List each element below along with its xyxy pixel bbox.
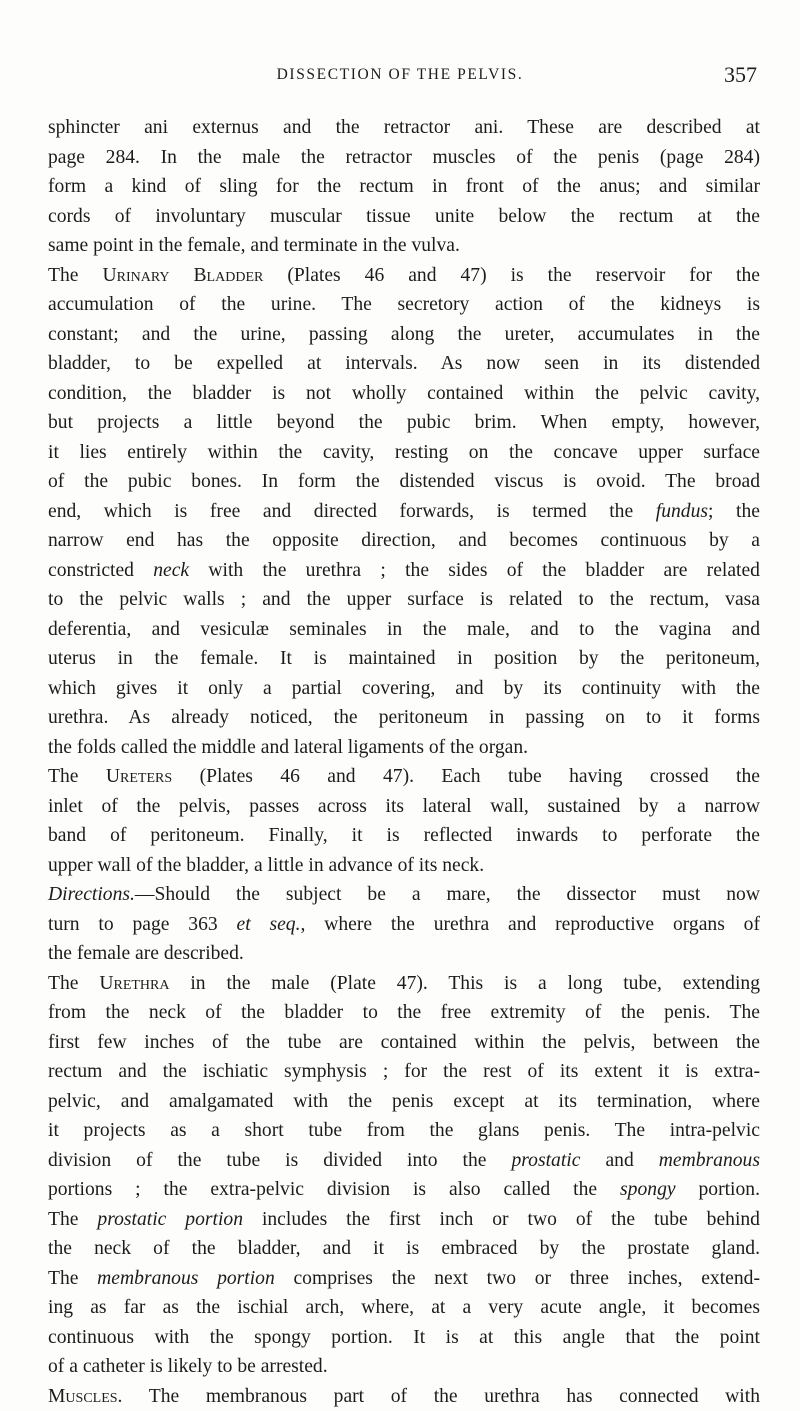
text-run: portion. [676, 1179, 760, 1200]
italic-term: prostatic [511, 1150, 580, 1171]
text-line [48, 1293, 760, 1323]
text-run: the folds called the middle and lateral ligaments of the organ. [48, 737, 528, 758]
text-run: in the male (Plate 47). This is a long tube, extending [170, 973, 761, 994]
italic-term: neck [153, 560, 189, 581]
small-caps-heading: Urinary Bladder [102, 265, 263, 286]
text-line [48, 290, 760, 320]
text-run: from the neck of the bladder to the free extremity of the penis. The [48, 1002, 760, 1023]
italic-term: membranous [659, 1150, 760, 1171]
text-run: (Plates 46 and 47). Each tube having crossed the [172, 766, 760, 787]
text-line [48, 202, 760, 232]
italic-term: spongy [620, 1179, 676, 1200]
text-line [48, 733, 760, 763]
small-caps-heading: Muscles. [48, 1386, 122, 1407]
text-line [48, 261, 760, 291]
text-run: portions ; the extra-pelvic division is also called the [48, 1179, 620, 1200]
text-line [48, 408, 760, 438]
text-line [48, 762, 760, 792]
text-run: page 284. In the male the retractor muscles of the penis (page 284) [48, 147, 760, 168]
text-line [48, 880, 760, 910]
text-run: narrow end has the opposite direction, and becomes continuous by a [48, 530, 760, 551]
text-run: which gives it only a partial covering, and by its continuity with the [48, 678, 760, 699]
text-line [48, 526, 760, 556]
small-caps-heading: Ureters [106, 766, 172, 787]
text-run: the neck of the bladder, and it is embraced by the prostate gland. [48, 1238, 760, 1259]
text-run: rectum and the ischiatic symphysis ; for the rest of its extent it is extra- [48, 1061, 760, 1082]
italic-term: Directions. [48, 884, 135, 905]
text-line [48, 998, 760, 1028]
text-line [48, 497, 760, 527]
text-run: The [48, 1268, 97, 1289]
text-line [48, 644, 760, 674]
text-line [48, 438, 760, 468]
italic-term: prostatic portion [97, 1209, 243, 1230]
text-line [48, 1323, 760, 1353]
text-line [48, 1352, 760, 1382]
text-line [48, 1028, 760, 1058]
text-run: same point in the female, and terminate in the vulva. [48, 235, 460, 256]
text-run: constant; and the urine, passing along the ureter, accumulates in the [48, 324, 760, 345]
text-line [48, 556, 760, 586]
text-run: The [48, 766, 106, 787]
text-run: but projects a little beyond the pubic brim. When empty, however, [48, 412, 760, 433]
text-run: the female are described. [48, 943, 244, 964]
text-line [48, 674, 760, 704]
body-text [48, 113, 760, 1411]
text-run: condition, the bladder is not wholly contained within the pelvic cavity, [48, 383, 760, 404]
italic-term: membranous portion [97, 1268, 275, 1289]
text-run: sphincter ani externus and the retractor ani. These are described at [48, 117, 760, 138]
text-run: ; the [708, 501, 760, 522]
text-line [48, 1146, 760, 1176]
text-run: of the pubic bones. In form the distended viscus is ovoid. The broad [48, 471, 760, 492]
text-line [48, 1175, 760, 1205]
text-run: (Plates 46 and 47) is the reservoir for the [263, 265, 760, 286]
text-line [48, 939, 760, 969]
text-line [48, 143, 760, 173]
italic-term: fundus [656, 501, 708, 522]
text-line [48, 585, 760, 615]
text-run: form a kind of sling for the rectum in front of the anus; and similar [48, 176, 760, 197]
text-line [48, 1205, 760, 1235]
text-line [48, 172, 760, 202]
text-run: —Should the subject be a mare, the dissector must now [135, 884, 760, 905]
text-line [48, 910, 760, 940]
text-run: uterus in the female. It is maintained in position by the peritoneum, [48, 648, 760, 669]
text-line [48, 615, 760, 645]
italic-term: et seq. [237, 914, 301, 935]
text-run: accumulation of the urine. The secretory action of the kidneys is [48, 294, 760, 315]
page-number: 357 [724, 62, 757, 88]
text-line [48, 969, 760, 999]
text-line [48, 1057, 760, 1087]
running-head [0, 62, 800, 90]
text-run: band of peritoneum. Finally, it is reflected inwards to perforate the [48, 825, 760, 846]
text-line [48, 792, 760, 822]
text-run: The [48, 973, 99, 994]
small-caps-heading: Urethra [99, 973, 169, 994]
text-run: deferentia, and vesiculæ seminales in the male, and to the vagina and [48, 619, 760, 640]
text-run: it projects as a short tube from the glans penis. The intra-pelvic [48, 1120, 760, 1141]
running-title: DISSECTION OF THE PELVIS. [0, 66, 800, 84]
text-run: The [48, 265, 102, 286]
text-run: cords of involuntary muscular tissue unite below the rectum at the [48, 206, 760, 227]
text-run: inlet of the pelvis, passes across its lateral wall, sustained by a narrow [48, 796, 760, 817]
text-run: includes the first inch or two of the tube behind [243, 1209, 760, 1230]
text-run: and [580, 1150, 658, 1171]
text-run: with the urethra ; the sides of the bladder are related [189, 560, 760, 581]
text-line [48, 349, 760, 379]
text-run: of a catheter is likely to be arrested. [48, 1356, 328, 1377]
text-run: it lies entirely within the cavity, resting on the concave upper surface [48, 442, 760, 463]
text-line [48, 1116, 760, 1146]
text-run: end, which is free and directed forwards, is termed the [48, 501, 656, 522]
text-line [48, 113, 760, 143]
text-run: urethra. As already noticed, the peritoneum in passing on to it forms [48, 707, 760, 728]
text-run: continuous with the spongy portion. It is at this angle that the point [48, 1327, 760, 1348]
text-run: division of the tube is divided into the [48, 1150, 511, 1171]
text-line [48, 821, 760, 851]
text-line [48, 467, 760, 497]
text-run: comprises the next two or three inches, extend- [275, 1268, 760, 1289]
text-line [48, 851, 760, 881]
text-run: ing as far as the ischial arch, where, at a very acute angle, it becomes [48, 1297, 760, 1318]
text-line [48, 1234, 760, 1264]
text-line [48, 703, 760, 733]
text-run: , where the urethra and reproductive organs of [301, 914, 761, 935]
text-run: pelvic, and amalgamated with the penis except at its termination, where [48, 1091, 760, 1112]
text-run: turn to page 363 [48, 914, 237, 935]
text-line [48, 379, 760, 409]
text-line [48, 320, 760, 350]
text-run: to the pelvic walls ; and the upper surface is related to the rectum, vasa [48, 589, 760, 610]
text-run: constricted [48, 560, 153, 581]
text-run: The membranous part of the urethra has connected with [122, 1386, 760, 1407]
text-run: bladder, to be expelled at intervals. As now seen in its distended [48, 353, 760, 374]
text-run: The [48, 1209, 97, 1230]
text-line [48, 1087, 760, 1117]
text-line [48, 1382, 760, 1411]
text-run: first few inches of the tube are contained within the pelvis, between the [48, 1032, 760, 1053]
text-line [48, 231, 760, 261]
text-run: upper wall of the bladder, a little in advance of its neck. [48, 855, 484, 876]
